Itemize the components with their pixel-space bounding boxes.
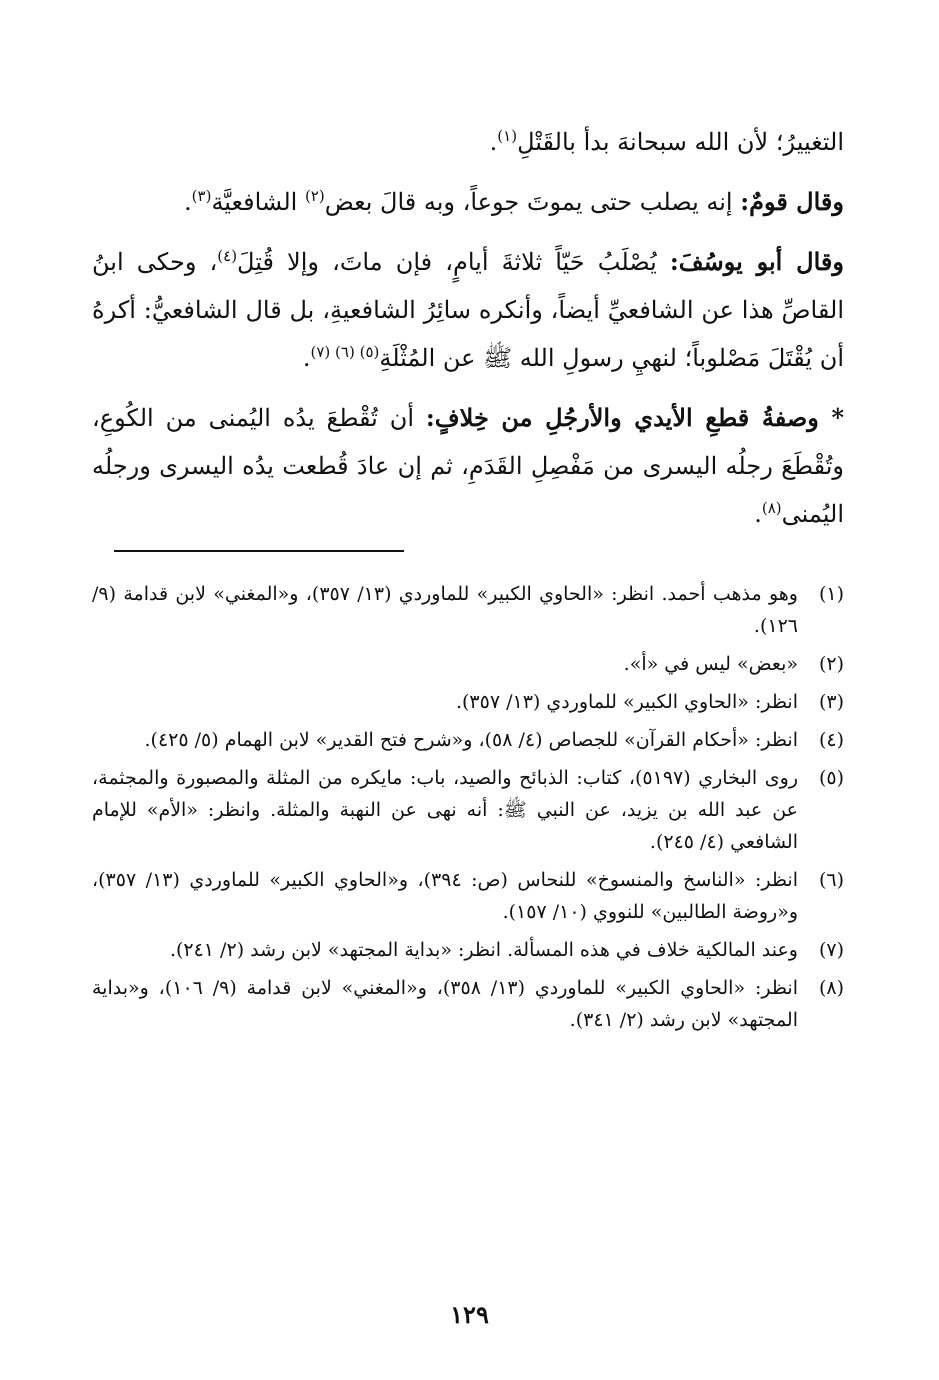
footnote-item [92, 972, 844, 1036]
footnote-ref-3[interactable]: (٣) [191, 187, 212, 205]
footnote-text: انظر: «أحكام القرآن» للجصاص (٤/ ٥٨)، و«شرح فتح القدير» لابن الهمام (٥/ ٤٢٥). [144, 729, 798, 751]
footnote-ref-1[interactable]: (١) [497, 127, 518, 145]
footnote-list [92, 578, 844, 1036]
footnote-text: وعند المالكية خلاف في هذه المسألة. انظر: «بداية المجتهد» لابن رشد (٢/ ٢٤١). [169, 939, 798, 961]
footnote-text: «بعض» ليس في «أ». [623, 653, 798, 675]
footnote-item [92, 864, 844, 928]
footnote-number: (١) [818, 583, 844, 605]
paragraph-3-tail: . [302, 344, 311, 372]
paragraph-2 [92, 178, 844, 226]
paragraph-3 [92, 238, 844, 382]
paragraph-2-text-2: الشافعيَّة [211, 188, 305, 216]
paragraph-2-tail: . [184, 188, 192, 216]
footnote-text: روى البخاري (٥١٩٧)، كتاب: الذبائح والصيد، باب: مايكره من المثلة والمصبورة والمجثمة، عن عبد الله بن يزيد، عن النبي ﷺ: أنه نهى عن النهبة والمثلة. وانظر: «الأم» للإمام الشافعي (٤/ ٢٤٥). [92, 767, 798, 853]
footnote-divider [114, 550, 404, 552]
paragraph-3-text: يُصْلَبُ حَيّاً ثلاثةَ أيامٍ، فإن ماتَ، وإلا قُتِلَ [237, 248, 670, 276]
footnote-number: (٢) [818, 653, 844, 675]
footnote-number: (٤) [818, 729, 844, 751]
paragraph-4-text: أن تُقْطعَ يدُه اليُمنى من الكُوعِ، وتُقْطَعَ رجلُه اليسرى من مَفْصِلِ القَدَمِ، ثم إن عادَ قُطعت يدُه اليسرى ورجلُه اليُمنى [92, 404, 844, 528]
footnote-item [92, 934, 844, 966]
footnote-text: انظر: «الحاوي الكبير» للماوردي (١٣/ ٣٥٨)، و«المغني» لابن قدامة (٩/ ١٠٦)، و«بداية المجتهد» لابن رشد (٢/ ٣٤١). [92, 977, 798, 1031]
footnote-text: وهو مذهب أحمد. انظر: «الحاوي الكبير» للماوردي (١٣/ ٣٥٧)، و«المغني» لابن قدامة (٩/ ١٢٦). [92, 583, 798, 637]
footnote-number: (٨) [818, 977, 844, 999]
footnote-item [92, 648, 844, 680]
footnote-item [92, 762, 844, 858]
paragraph-2-lead: وقال قومٌ: [740, 187, 844, 216]
paragraph-1-tail: . [489, 128, 498, 156]
paragraph-4-lead: * وصفةُ قطعِ الأيدي والأرجُلِ من خِلافٍ: [425, 403, 844, 432]
footnote-number: (٧) [818, 939, 844, 961]
paragraph-3-lead: وقال أبو يوسُفَ: [669, 247, 844, 276]
page-number: ١٢٩ [450, 1300, 489, 1329]
footnote-ref-2[interactable]: (٢) [304, 187, 325, 205]
page-content [92, 118, 844, 1042]
footnote-ref-5-6-7[interactable]: (٥) (٦) (٧) [310, 343, 380, 361]
footnote-item [92, 686, 844, 718]
paragraph-1 [92, 118, 844, 166]
footnote-ref-4[interactable]: (٤) [217, 247, 238, 265]
footnote-number: (٥) [818, 767, 844, 789]
footnote-text: انظر: «الحاوي الكبير» للماوردي (١٣/ ٣٥٧). [455, 691, 798, 713]
paragraph-2-text: إنه يصلب حتى يموتَ جوعاً، وبه قالَ بعض [324, 188, 741, 216]
paragraph-1-text: التغييرُ؛ لأن الله سبحانهَ بدأ بالقَتْلِ [517, 128, 844, 156]
footnote-text: انظر: «الناسخ والمنسوخ» للنحاس (ص: ٣٩٤)، و«الحاوي الكبير» للماوردي (١٣/ ٣٥٧)، و«روضة الطالبين» للنووي (١٠/ ١٥٧). [92, 869, 798, 923]
footnote-number: (٣) [818, 691, 844, 713]
paragraph-3-text-2: ، وحكى ابنُ القاصِّ هذا عن الشافعيِّ أيضاً، وأنكره سائِرُ الشافعيةِ، بل قال الشافعيُّ: أكرهُ أن يُقْتَلَ مَصْلوباً؛ لنهيِ رسولِ الله ﷺ عن المُثْلَةِ [92, 248, 844, 372]
footnote-ref-8[interactable]: (٨) [761, 499, 782, 517]
footnote-item [92, 724, 844, 756]
footnote-item [92, 578, 844, 642]
paragraph-4-tail: . [754, 500, 762, 528]
footnote-number: (٦) [818, 869, 844, 891]
paragraph-4 [92, 394, 844, 538]
